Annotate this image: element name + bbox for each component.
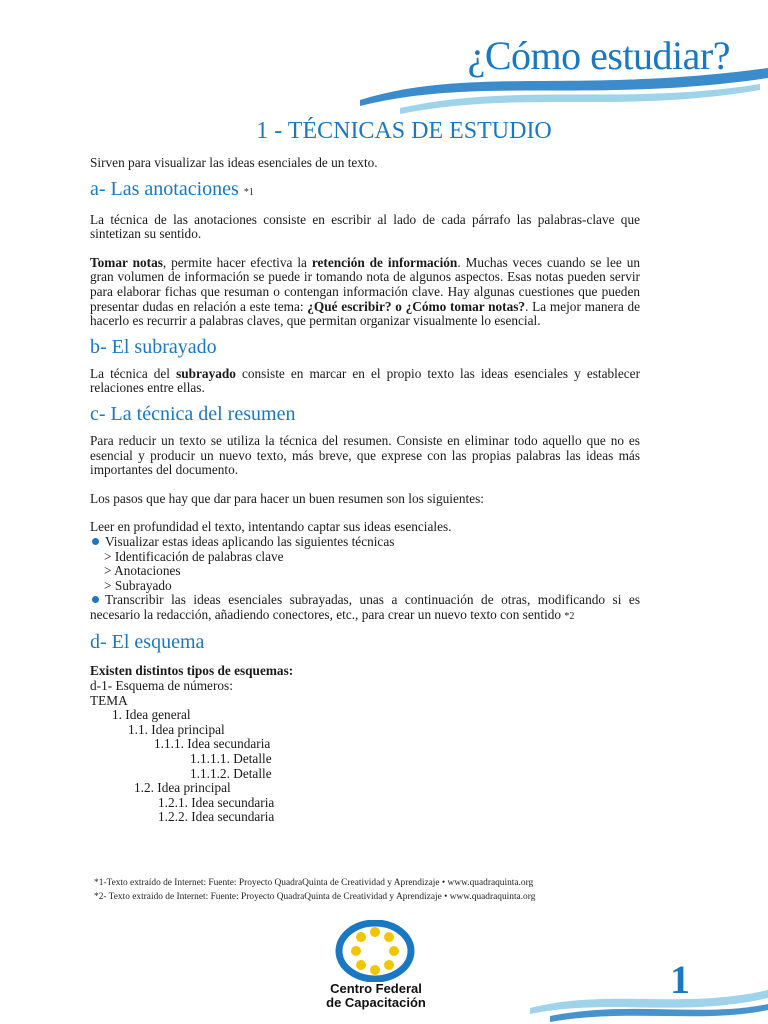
section-d-heading: d- El esquema xyxy=(90,631,205,654)
step-2 xyxy=(90,535,640,550)
outline-line: 1.2.2. Idea secundaria xyxy=(158,809,275,825)
footer-swoosh-decoration xyxy=(520,980,768,1024)
section-b-paragraph xyxy=(90,367,640,396)
logo-line-1: Centro Federal xyxy=(330,981,422,996)
logo-line-2: de Capacitación xyxy=(326,995,426,1010)
footnote-ref-1: *1 xyxy=(243,186,254,198)
schemes-intro xyxy=(90,664,640,679)
outline-line: 1.2.1. Idea secundaria xyxy=(158,794,275,810)
outline-line: TEMA xyxy=(90,692,128,708)
section-c-paragraph-2: Los pasos que hay que dar para hacer un buen resumen son los siguientes: xyxy=(90,490,484,506)
footnotes xyxy=(94,876,535,904)
outline-line: 1.2. Idea principal xyxy=(134,780,231,796)
page-number: 1 xyxy=(670,957,690,1002)
sub-step-3: > Subrayado xyxy=(104,577,172,593)
text-run: La técnica del xyxy=(90,365,177,381)
section-a-paragraph-1: La técnica de las anotaciones consiste en escribir al lado de cada párrafo las palabras-clave que sintetizan su sentido. xyxy=(90,211,640,242)
step-3 xyxy=(90,593,640,624)
footnote-1: *1-Texto extraído de Internet: Fuente: Proyecto QuadraQuinta de Creatividad y Aprendizaje • www.quadraquinta.org xyxy=(94,878,534,888)
footnote-ref-2: *2 xyxy=(564,610,575,622)
bold-tomar-notas: Tomar notas xyxy=(90,254,163,270)
section-a-title: a- Las anotaciones xyxy=(90,177,239,200)
section-c-paragraph-1: Para reducir un texto se utiliza la técnica del resumen. Consiste en eliminar todo aquello que no es esencial y producir un nuevo texto, más breve, que exprese con las propias palabras las ideas más importantes del documento. xyxy=(90,432,640,478)
page-title: 1 - TÉCNICAS DE ESTUDIO xyxy=(256,118,552,144)
outline-line: 1.1. Idea principal xyxy=(128,721,225,737)
text-run: . Muchas veces cuando se lee un gran volumen de información se puede ir tomando nota de algunos aspectos. Esas notas pueden servir para elaborar fichas que resuman o contengan información clave. Hay algunas cuestiones que pueden presentar dudas en relación a este tema: xyxy=(90,254,640,314)
section-c-heading: c- La técnica del resumen xyxy=(90,402,296,425)
logo-emblem-icon xyxy=(330,920,420,982)
text-run: consiste en marcar en el propio texto las ideas esenciales y establecer relaciones entre ellas. xyxy=(90,365,641,396)
outline-line: 1.1.1.1. Detalle xyxy=(190,751,272,767)
step-2-text: Visualizar estas ideas aplicando las siguientes técnicas xyxy=(105,533,395,549)
logo xyxy=(316,920,436,1020)
bold-questions: ¿Qué escribir? o ¿Cómo tomar notas? xyxy=(307,298,526,314)
section-a-heading xyxy=(90,177,640,205)
logo-wordmark xyxy=(316,982,436,1010)
text-run: . La mejor manera de hacerlo es recurrir a palabras claves, que permitan organizar visualmente lo esencial. xyxy=(90,298,640,329)
section-b-heading: b- El subrayado xyxy=(90,335,217,358)
step-3-text: Transcribir las ideas esenciales subrayadas, unas a continuación de otras, modificando si es necesario la redacción, añadiendo conectores, etc., para crear un nuevo texto con sentido xyxy=(90,592,640,622)
step-1: Leer en profundidad el texto, intentando captar sus ideas esenciales. xyxy=(90,519,452,535)
bold-retencion: retención de información xyxy=(311,254,458,270)
text-run: , permite hacer efectiva la xyxy=(162,254,312,270)
bullet-icon xyxy=(92,596,99,603)
outline-line: 1. Idea general xyxy=(112,707,191,723)
outline-line: d-1- Esquema de números: xyxy=(90,678,233,694)
header-title: ¿Cómo estudiar? xyxy=(467,33,730,78)
bold-subrayado: subrayado xyxy=(176,365,236,381)
sub-step-1: > Identificación de palabras clave xyxy=(104,548,284,564)
bullet-icon xyxy=(92,538,99,545)
intro-text: Sirven para visualizar las ideas esenciales de un texto. xyxy=(90,155,378,170)
sub-step-2: > Anotaciones xyxy=(104,563,181,579)
document-body xyxy=(90,156,640,825)
outline-line: 1.1.1. Idea secundaria xyxy=(154,736,271,752)
outline-line: 1.1.1.2. Detalle xyxy=(190,765,272,781)
footnote-2: *2- Texto extraído de Internet: Fuente: Proyecto QuadraQuinta de Creatividad y Aprendizaje • www.quadraquinta.org xyxy=(94,892,536,902)
schemes-intro-bold: Existen distintos tipos de esquemas: xyxy=(90,663,294,679)
section-a-paragraph-2 xyxy=(90,256,640,329)
